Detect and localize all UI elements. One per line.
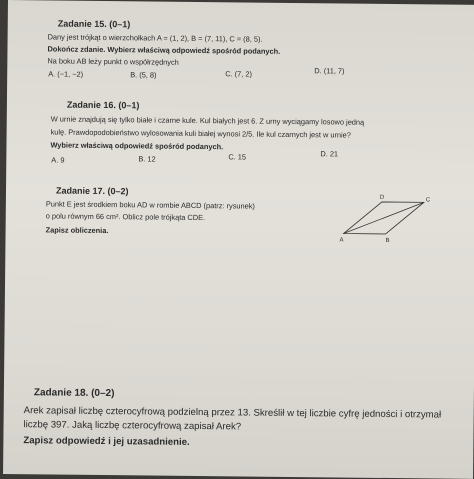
task-16-option-c: C. 15 [228,152,247,162]
rhombus-diagonal [344,202,424,235]
task-15-instruction: Dokończ zdanie. Wybierz właściwą odpowiedź spośród podanych. [47,44,281,56]
task-16-option-d: D. 21 [320,149,339,159]
task-15-text-1: Dany jest trójkąt o wierzchołkach A = (1, 2), B = (7, 11), C = (8, 5). [47,32,263,44]
task-15-option-c: C. (7, 2) [225,69,252,79]
task-18-text-1: Arek zapisał liczbę czterocyfrową podzielną przez 13. Skreślił w tej liczbie cyfrę jedności i otrzymał [23,405,442,421]
task-18-header: Zadanie 18. (0–2) [33,387,115,400]
task-17-text-1: Punkt E jest środkiem boku AD w rombie ABCD (patrz: rysunek) [45,199,255,211]
task-16-option-b: B. 12 [138,154,156,164]
task-15-text-2: Na boku AB leży punkt o współrzędnych [47,56,179,67]
task-15-option-d: D. (11, 7) [314,66,345,76]
task-16-option-a: A. 9 [51,155,65,165]
task-16-header: Zadanie 16. (0–1) [66,99,140,111]
task-15-option-b: B. (5, 8) [130,70,157,80]
task-16-text-1: W urnie znajdują się tylko białe i czarne kule. Kul białych jest 6. Z urny wyciągamy losowo jedną [50,114,365,127]
task-16-text-2: kulę. Prawdopodobieństwo wylosowania kuli białej wynosi 2/5. Ile kul czarnych jest w urnie? [50,127,351,140]
vertex-label-b: B [385,237,390,245]
task-17-header: Zadanie 17. (0–2) [55,185,129,197]
task-15-header: Zadanie 15. (0–1) [57,18,131,30]
task-16-instruction: Wybierz właściwą odpowiedź spośród podanych. [50,140,224,152]
vertex-label-a: A [339,237,344,244]
task-18-text-2: liczbę 397. Jaką liczbę czterocyfrową zapisał Arek? [23,419,242,433]
task-17-instruction: Zapisz obliczenia. [45,225,109,236]
exam-page [3,0,474,479]
task-15-option-a: A. (−1, −2) [48,69,84,79]
task-17-text-2: o polu równym 66 cm². Oblicz pole trójkąta CDE. [45,211,206,223]
vertex-label-c: C [425,197,431,204]
rhombus-figure [337,193,438,246]
task-18-instruction: Zapisz odpowiedź i jej uzasadnienie. [23,435,190,448]
vertex-label-d: D [379,194,385,201]
